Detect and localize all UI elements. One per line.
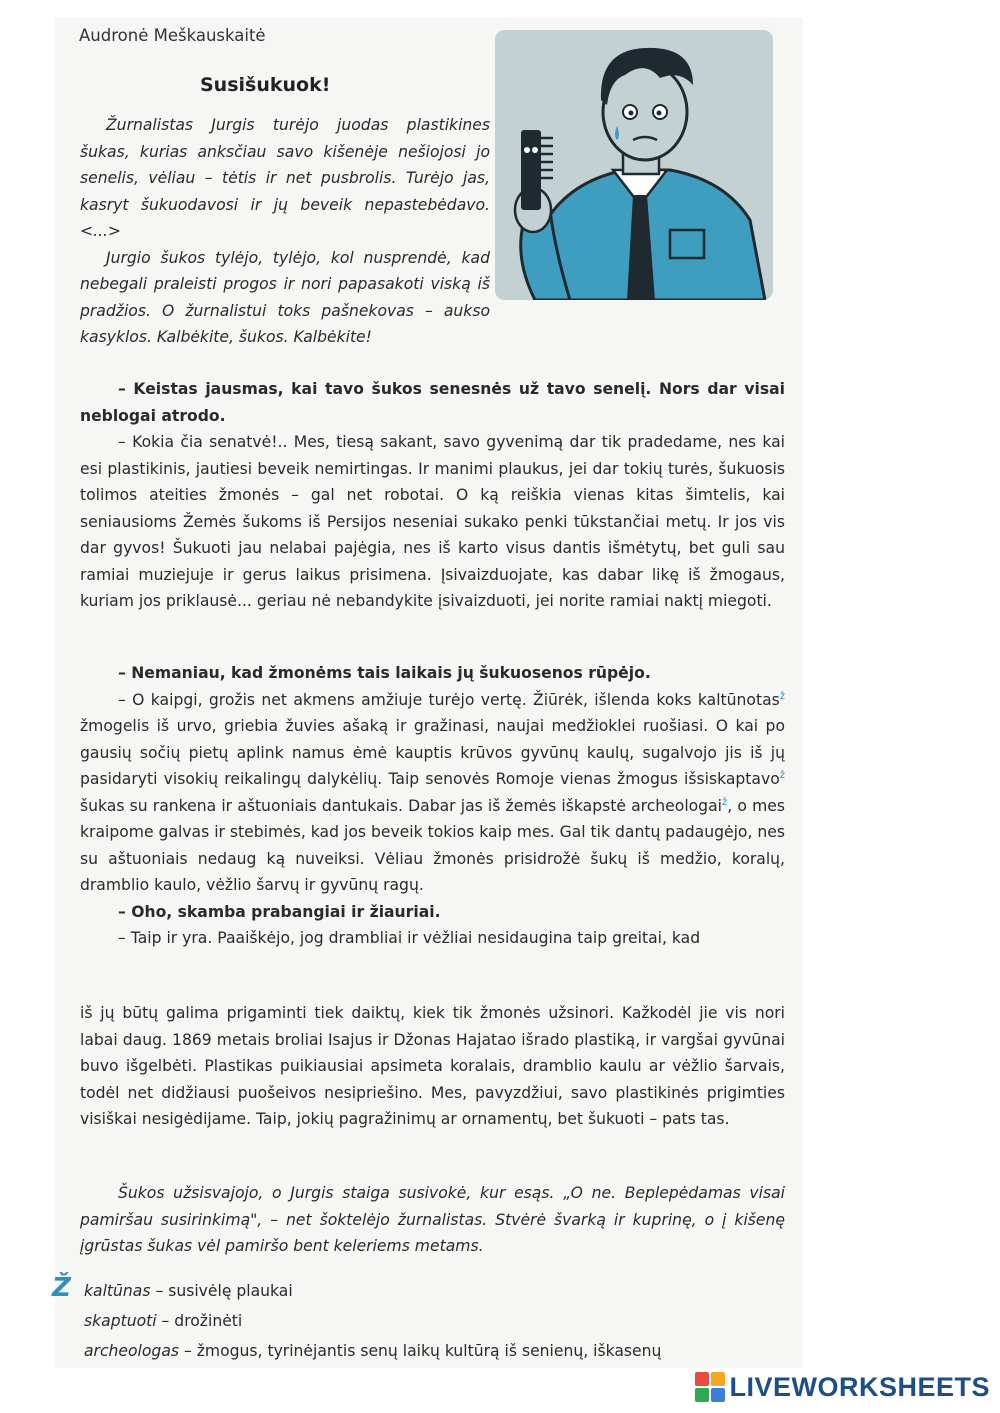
answer-text: žmogelis iš urvo, griebia žuvies ašaką ir gražinasi, naujai medžioklei ruošiasi. O kai po gausių sočių pietų aplink namus ėmė kauptis krūvos gyvūnų kaulų, sugalvojo jis iš jų pasidaryti visokių reikalingų dalykėlių. Taip senovės Romoje vienas žmogus išsiskaptavo [80,717,785,788]
glossary-mark-icon: Ž [52,1273,71,1303]
logo-tile [695,1388,709,1402]
footnote-marker: ž [779,690,785,702]
journalist-illustration [495,30,773,300]
comb-answer: – Kokia čia senatvė!.. Mes, tiesą sakant, savo gyvenimą dar tik pradedame, nes kai esi plastikinis, jautiesi beveik nemirtingas. Ir manimi plaukus, jei dar tokių turės, šukuosis tolimos ateities žmonės – gal net robotai. O ką reiškia vienas kitas šimtelis, kai seniausioms Žemės šukoms iš Persijos neseniai sukako penki tūkstančiai metų. Ir jos vis dar gyvos! Šukuoti jau nelabai pajėgia, nes iš karto visus dantis išmėtytų, bet guli sau ramiai muziejuje ir gerus laikus prisimena. Įsivaizduojate, kas dabar likę iš žmogaus, kuriam jos priklausė... geriau nė nebandykite įsivaizduoti, jei norite ramiai naktį miegoti. [80,433,785,610]
dialogue-section-2 [80,660,785,952]
comb-answer: – Taip ir yra. Paaiškėjo, jog drambliai ir vėžliai nesidaugina taip greitai, kad [118,929,701,947]
author-name: Audronė Meškauskaitė [79,26,266,45]
journalist-question: – Keistas jausmas, kai tavo šukos senesnės už tavo senelį. Nors dar visai neblogai atrodo. [80,380,785,425]
page-title: Susišukuok! [200,74,331,96]
glossary-definition: – žmogus, tyrinėjantis senų laikų kultūrą iš senienų, iškasenų [179,1342,662,1360]
answer-text: – O kaipgi, grožis net akmens amžiuje turėjo vertę. Žiūrėk, išlenda koks kaltūnotas [118,690,780,709]
answer-text: , o mes kraipome galvas ir stebimės, kad jos beveik tokios kaip mes. Gal tik dantų padaugėjo, nes su aštuoniais nedaug ką nuveiksi. Vėliau žmonės prisidrožė šukų iš medžio, koralų, dramblio kaulo, vėžlio šarvų ir gyvūnų ragų. [80,796,785,894]
glossary-item [52,1273,772,1308]
logo-tile [711,1388,725,1402]
glossary-term: archeologas [84,1342,180,1360]
comb-answer [80,687,785,899]
glossary-term: skaptuoti [84,1312,157,1330]
glossary [52,1273,772,1368]
ending-paragraph: Šukos užsisvajojo, o Jurgis staiga susivokė, kur esąs. „O ne. Beplepėdamas visai pamiršau susirinkimą", – net šoktelėjo žurnalistas. Stvėrė švarką ir kuprinę, o į kišenę įgrūstas šukas vėl pamiršo bent keleriems metams. [80,1184,785,1255]
intro-paragraph: Žurnalistas Jurgis turėjo juodas plastikines šukas, kurias anksčiau savo kišenėje nešiojosi jo senelis, vėliau – tėtis ir net pusbrolis. Turėjo jas, kasryt šukuodavosi ir jų beveik nepastebėdavo. <...> [80,116,490,240]
footnote-marker: ž [779,769,785,781]
journalist-question: – Oho, skamba prabangiai ir žiauriai. [118,902,441,921]
ending-section [80,1180,785,1260]
logo-text: LIVEWORKSHEETS [729,1371,990,1402]
journalist-question: – Nemaniau, kad žmonėms tais laikais jų šukuosenos rūpėjo. [118,664,651,682]
logo-tile [711,1372,725,1386]
footnote-marker: ž [721,796,728,808]
glossary-definition: – drožinėti [156,1312,243,1330]
intro-paragraph: Jurgio šukos tylėjo, tylėjo, kol nusprendė, kad nebegali praleisti progos ir nori papasakoti viską iš pradžios. O žurnalistui toks pašnekovas – aukso kasyklos. Kalbėkite, šukos. Kalbėkite! [80,248,490,346]
continuation-paragraph: iš jų būtų galima prigaminti tiek daiktų, kiek tik žmonės užsinori. Kažkodėl jie vis nori labai daug. 1869 metais broliai Isajus ir Džonas Hajatao išrado plastiką, ir vargšai gyvūnai buvo išgelbėti. Plastikas puikiausiai apsimeta koralais, dramblio kaulu ar vėžlio šarvais, todėl net didžiausi puošeivos nesipriešino. Mes, pavyzdžiui, savo plastikinės prigimties visiškai nesigėdijame. Taip, jokių pagražinimų ar ornamentų, bet šukuoti – pats tas. [80,1004,785,1128]
intro-text [80,112,490,351]
dialogue-section-1 [80,376,785,615]
glossary-definition: – susivėlę plaukai [150,1282,293,1300]
logo-tile [695,1372,709,1386]
continuation-section [80,1000,785,1133]
man-with-comb-image [495,30,773,300]
liveworksheets-logo[interactable] [695,1369,990,1405]
glossary-item [52,1308,772,1338]
answer-text: šukas su rankena ir aštuoniais dantukais. Dabar jas iš žemės iškapstė archeologai [80,796,722,815]
logo-tiles-icon [695,1372,725,1402]
glossary-item [52,1338,772,1368]
glossary-term: kaltūnas [84,1282,151,1300]
